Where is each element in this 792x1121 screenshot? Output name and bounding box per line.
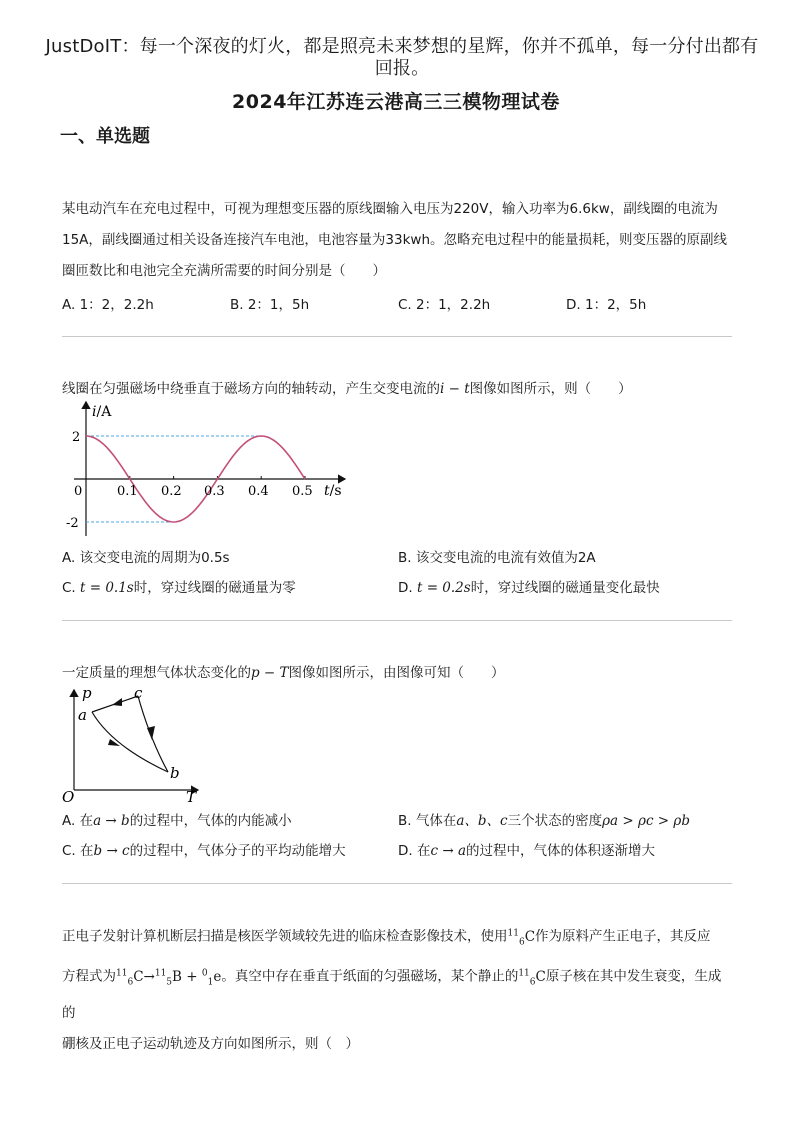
question-4-line-1 bbox=[62, 918, 734, 958]
stem-text: 方程式为 bbox=[62, 968, 116, 985]
question-1-stem: 某电动汽车在充电过程中，可视为理想变压器的原线圈输入电压为220V，输入功率为6.6kw，副线圈的电流为15A，副线圈通过相关设备连接汽车电池，电池容量为33kwh。忽略充电过程中的能量损耗，则变压器的原副线圈匝数比和电池完全充满所需要的时间分别是（ ） bbox=[62, 201, 728, 279]
t-axis-label: T bbox=[186, 788, 197, 804]
divider bbox=[62, 620, 732, 621]
option-text: 时，穿过线圈的磁通量变化最快 bbox=[470, 580, 660, 596]
state-c-label: c bbox=[134, 684, 143, 702]
stem-math: p − T bbox=[251, 665, 289, 681]
option-math: ρa > ρc > ρb bbox=[602, 813, 690, 829]
option-b[interactable]: B. 该交变电流的电流有效值为2A bbox=[398, 550, 596, 566]
question-1-options bbox=[62, 293, 734, 313]
option-b[interactable]: B. 2：1，5h bbox=[230, 297, 310, 313]
option-c[interactable]: C. 2：1，2.2h bbox=[398, 297, 491, 313]
state-a-label: a bbox=[78, 706, 87, 724]
option-text: B. 气体在 bbox=[398, 813, 457, 829]
option-d[interactable] bbox=[398, 836, 734, 866]
question-3 bbox=[62, 661, 734, 681]
option-b[interactable] bbox=[398, 806, 734, 836]
path-a-to-b bbox=[92, 712, 168, 772]
x-tick-label: 0.1 bbox=[117, 484, 138, 499]
option-text: 的过程中，气体的体积逐渐增大 bbox=[466, 843, 655, 859]
option-math: c → a bbox=[430, 843, 466, 859]
option-text: C. 在 bbox=[62, 843, 94, 859]
nuclide-c11: $^{11}_6$C bbox=[507, 928, 536, 948]
i-t-graph bbox=[60, 398, 360, 544]
question-1 bbox=[62, 194, 734, 313]
option-a[interactable] bbox=[62, 806, 398, 836]
header-motto: JustDoIT：每一个深夜的灯火，都是照亮未来梦想的星辉，你并不孤单，每一分付出都有回报。 bbox=[45, 36, 759, 79]
x-tick-label: 0.4 bbox=[248, 484, 269, 499]
option-text: 的过程中，气体分子的平均动能增大 bbox=[129, 843, 346, 859]
origin-label: O bbox=[62, 788, 75, 804]
option-math: t = 0.1s bbox=[80, 580, 134, 596]
exam-title: 2024年江苏连云港高三三模物理试卷 bbox=[232, 91, 560, 113]
y-axis-label: i/A bbox=[92, 404, 112, 420]
p-t-diagram bbox=[60, 684, 210, 804]
option-text: C. bbox=[62, 580, 81, 596]
option-text: D. 在 bbox=[398, 843, 431, 859]
question-2-options bbox=[62, 543, 734, 603]
option-math: b → c bbox=[93, 843, 130, 859]
option-d[interactable]: D. 1：2，5h bbox=[566, 297, 647, 313]
y-tick-label: 2 bbox=[72, 430, 81, 445]
stem-math: i − t bbox=[440, 381, 470, 397]
y-tick-label: -2 bbox=[66, 516, 79, 531]
x-tick-label: 0.3 bbox=[204, 484, 225, 499]
option-math: a → b bbox=[93, 813, 130, 829]
p-axis-label: p bbox=[82, 684, 92, 702]
question-2-stem bbox=[62, 377, 734, 397]
option-text: 的过程中，气体的内能减小 bbox=[129, 813, 292, 829]
question-3-stem bbox=[62, 661, 734, 681]
stem-text: 正电子发射计算机断层扫描是核医学领域较先进的临床检查影像技术，使用 bbox=[62, 928, 508, 945]
stem-text: 。真空中存在垂直于纸面的匀强磁场，某个静止的 bbox=[221, 968, 519, 985]
x-tick-label: 0.2 bbox=[161, 484, 182, 499]
option-text: 三个状态的密度 bbox=[507, 813, 603, 829]
section-title: 一、单选题 bbox=[60, 126, 150, 147]
arrow-c-to-a bbox=[112, 698, 122, 706]
arrow-b-to-c bbox=[147, 726, 155, 740]
option-math: a、b、c bbox=[456, 813, 508, 829]
stem-text: 一定质量的理想气体状态变化的 bbox=[62, 665, 251, 681]
x-axis-label: t/s bbox=[324, 483, 342, 499]
question-4-line-3: 硼核及正电子运动轨迹及方向如图所示，则（ ） bbox=[62, 1036, 359, 1053]
option-a[interactable]: A. 该交变电流的周期为0.5s bbox=[62, 550, 230, 566]
option-c[interactable] bbox=[62, 836, 398, 866]
option-text: A. 在 bbox=[62, 813, 94, 829]
question-2 bbox=[62, 377, 734, 397]
stem-text: 作为原料产生正电子，其反应 bbox=[535, 928, 711, 945]
option-math: t = 0.2s bbox=[416, 580, 471, 596]
state-b-label: b bbox=[170, 764, 180, 782]
x-tick-label: 0.5 bbox=[292, 484, 313, 499]
option-text: D. bbox=[398, 580, 417, 596]
stem-text: 图像如图所示，由图像可知（ ） bbox=[288, 665, 505, 681]
question-4 bbox=[62, 918, 734, 1060]
nuclide-c11: $^{11}_6$C bbox=[518, 968, 546, 988]
option-d[interactable] bbox=[398, 573, 734, 603]
origin-label: 0 bbox=[74, 484, 83, 499]
option-c[interactable] bbox=[62, 573, 398, 603]
stem-text: 图像如图所示，则（ ） bbox=[469, 381, 632, 397]
divider bbox=[62, 883, 732, 884]
reaction-equation: $^{11}_6$C→$^{11}_5$B + $^0_1$e bbox=[116, 968, 222, 988]
divider bbox=[62, 336, 732, 337]
option-text: 时，穿过线圈的磁通量为零 bbox=[133, 580, 296, 596]
option-a[interactable]: A. 1：2，2.2h bbox=[62, 297, 154, 313]
stem-text: 原子核在其中发生衰变，生成的 bbox=[62, 968, 722, 1022]
question-4-line-2 bbox=[62, 958, 734, 1029]
stem-text: 线圈在匀强磁场中绕垂直于磁场方向的轴转动，产生交变电流的 bbox=[62, 381, 440, 397]
question-3-options bbox=[62, 806, 734, 866]
